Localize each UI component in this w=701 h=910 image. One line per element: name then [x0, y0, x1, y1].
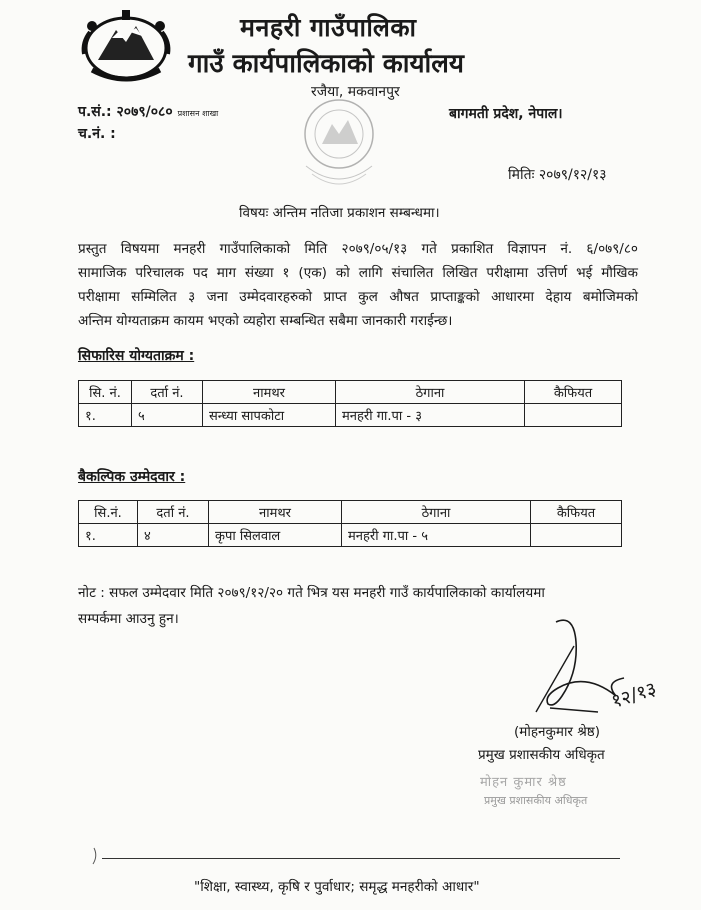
footer-divider	[102, 858, 620, 859]
alternate-heading: बैकल्पिक उम्मेदवार :	[78, 469, 186, 485]
reference-label: प.सं.: २०७९/०८०	[78, 104, 173, 120]
province-label: बागमती प्रदेश, नेपाल।	[449, 106, 563, 122]
footer-slogan: "शिक्षा, स्वास्थ्य, कृषि र पुर्वाधार; समृद्ध मनहरीको आधार"	[194, 879, 480, 895]
title-stamp: प्रमुख प्रशासकीय अधिकृत	[484, 794, 588, 807]
municipality-name: मनहरी गाउँपालिका	[240, 13, 417, 42]
table-row	[79, 524, 622, 547]
letter-date: मितिः २०७९/१२/१३	[508, 167, 607, 183]
cell-address: मनहरी गा.पा - ५	[342, 524, 531, 547]
col-remarks: कैफियत	[525, 381, 622, 404]
col-serial: सि. नं.	[79, 381, 132, 404]
body-line: परीक्षामा सम्मिलित ३ जना उम्मेदवारहरुको प्राप्त कुल औषत प्राप्ताङ्कको आधारमा देहाय बमोजिमको	[78, 289, 638, 305]
col-address: ठेगाना	[336, 381, 525, 404]
note-line: नोट : सफल उम्मेदवार मिति २०७९/१२/२० गते भित्र यस मनहरी गाउँ कार्यपालिकाको कार्यालयमा	[78, 585, 545, 601]
table-row	[79, 404, 622, 427]
cell-serial: १.	[79, 524, 138, 547]
recommended-heading: सिफारिस योग्यताक्रम :	[78, 348, 195, 364]
col-serial: सि.नं.	[79, 501, 138, 524]
note-line: सम्पर्कमा आउनु हुन।	[78, 611, 179, 627]
alternate-table	[78, 500, 622, 547]
reference-number	[78, 102, 218, 121]
body-line: सामाजिक परिचालक पद माग संख्या १ (एक) को लागि संचालित लिखित परीक्षामा उत्तिर्ण भई मौखिक	[78, 265, 638, 281]
cell-reg: ४	[138, 524, 209, 547]
col-name: नामथर	[203, 381, 336, 404]
cell-name: कृपा सिलवाल	[209, 524, 342, 547]
office-name: गाउँ कार्यपालिकाको कार्यालय	[188, 49, 464, 79]
cell-address: मनहरी गा.पा - ३	[336, 404, 525, 427]
cell-serial: १.	[79, 404, 132, 427]
cell-reg: ५	[132, 404, 203, 427]
subject-line: विषयः अन्तिम नतिजा प्रकाशन सम्बन्धमा।	[239, 205, 440, 221]
reference-branch: प्रशासन शाखा	[177, 109, 219, 118]
body-line: प्रस्तुत विषयमा मनहरी गाउँपालिकाको मिति २०७९/०५/१३ गते प्रकाशित विज्ञापन नं. ६/०७९/८०	[78, 241, 638, 257]
cell-name: सन्ध्या सापकोटा	[203, 404, 336, 427]
cell-remarks	[531, 524, 622, 547]
table-header-row	[79, 381, 622, 404]
table-header-row	[79, 501, 622, 524]
handwritten-signature	[496, 612, 696, 722]
chalani-number: च.नं. :	[78, 126, 116, 142]
signatory-title: प्रमुख प्रशासकीय अधिकृत	[478, 747, 605, 763]
nepal-emblem-logo	[78, 8, 174, 84]
body-paragraph	[78, 237, 638, 333]
office-address: रजैया, मकवानपुर	[311, 84, 400, 100]
col-reg: दर्ता नं.	[138, 501, 209, 524]
body-line: अन्तिम योग्यताक्रम कायम भएको व्यहोरा सम्बन्धित सबैमा जानकारी गराईन्छ।	[78, 313, 453, 329]
signature-date: १२/१३	[608, 677, 660, 713]
office-seal-stamp	[296, 96, 382, 194]
signatory-name: (मोहनकुमार श्रेष्ठ)	[514, 724, 601, 740]
col-reg: दर्ता नं.	[132, 381, 203, 404]
col-address: ठेगाना	[342, 501, 531, 524]
recommended-table	[78, 380, 622, 427]
cell-remarks	[525, 404, 622, 427]
col-name: नामथर	[209, 501, 342, 524]
name-stamp: मोहन कुमार श्रेष्ठ	[480, 775, 567, 790]
col-remarks: कैफियत	[531, 501, 622, 524]
pen-mark	[90, 846, 100, 866]
